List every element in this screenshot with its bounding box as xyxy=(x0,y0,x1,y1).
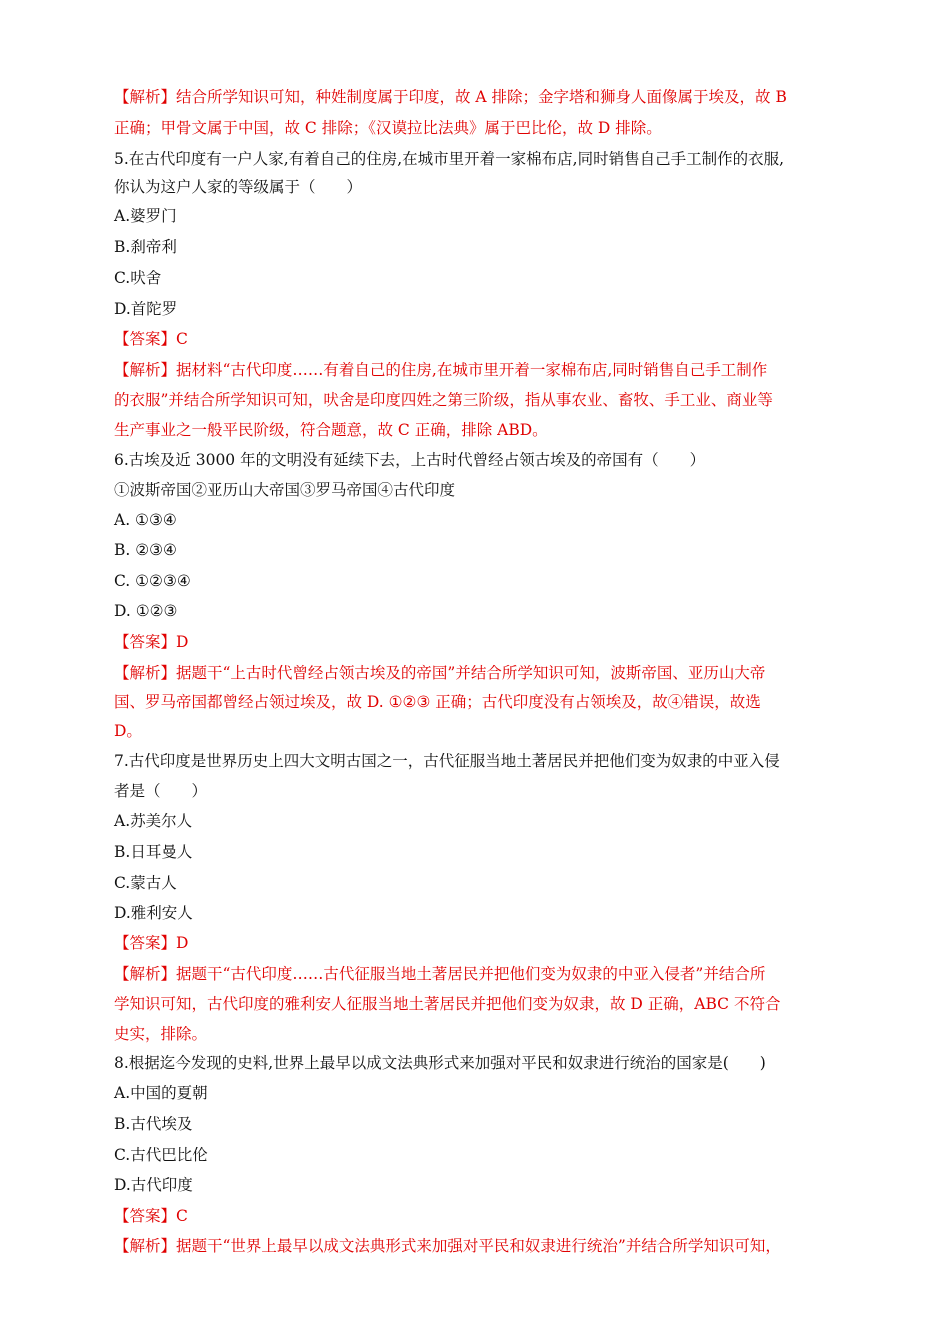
option-b: B.刹帝利 xyxy=(114,238,177,256)
option-d: D.古代印度 xyxy=(114,1176,193,1194)
answer-label: 【答案】C xyxy=(114,1207,188,1225)
question-stem-line: 5.在古代印度有一户人家,有着自己的住房,在城市里开着一家棉布店,同时销售自己手工制作的衣服, xyxy=(114,150,784,168)
question-stem-line: 6.古埃及近 3000 年的文明没有延续下去，上古时代曾经占领古埃及的帝国有（ ） xyxy=(114,451,706,469)
option-d: D.首陀罗 xyxy=(114,300,178,318)
analysis-line: 史实，排除。 xyxy=(114,1025,208,1043)
option-a: A.婆罗门 xyxy=(114,207,177,225)
option-d: D. ①②③ xyxy=(114,602,178,620)
question-stem-line: ①波斯帝国②亚历山大帝国③罗马帝国④古代印度 xyxy=(114,481,456,499)
analysis-line: 生产事业之一般平民阶级，符合题意，故 C 正确，排除 ABD。 xyxy=(114,421,548,439)
analysis-line: 【解析】结合所学知识可知，种姓制度属于印度，故 A 排除；金字塔和狮身人面像属于埃及，故 B xyxy=(114,88,787,106)
option-a: A.苏美尔人 xyxy=(114,812,193,830)
answer-label: 【答案】C xyxy=(114,330,188,348)
option-c: C. ①②③④ xyxy=(114,572,191,590)
analysis-line: 正确；甲骨文属于中国，故 C 排除；《汉谟拉比法典》属于巴比伦，故 D 排除。 xyxy=(114,119,662,137)
analysis-line: 【解析】据题干“世界上最早以成文法典形式来加强对平民和奴隶进行统治”并结合所学知识可知， xyxy=(114,1237,781,1255)
option-d: D.雅利安人 xyxy=(114,904,193,922)
analysis-line: 的衣服”并结合所学知识可知，吠舍是印度四姓之第三阶级，指从事农业、畜牧、手工业、商业等 xyxy=(114,391,773,409)
question-stem-line: 8.根据迄今发现的史料,世界上最早以成文法典形式来加强对平民和奴隶进行统治的国家是( ) xyxy=(114,1054,766,1072)
question-stem-line: 你认为这户人家的等级属于（ ） xyxy=(114,178,363,196)
option-c: C.蒙古人 xyxy=(114,874,177,892)
option-b: B.古代埃及 xyxy=(114,1115,193,1133)
analysis-line: 国、罗马帝国都曾经占领过埃及，故 D. ①②③ 正确；古代印度没有占领埃及，故④错误，故选 xyxy=(114,693,761,711)
analysis-line: 【解析】据题干“上古时代曾经占领古埃及的帝国”并结合所学知识可知，波斯帝国、亚历山大帝 xyxy=(114,664,766,682)
analysis-line: 【解析】据材料“古代印度……有着自己的住房,在城市里开着一家棉布店,同时销售自己手工制作 xyxy=(114,361,768,379)
option-b: B. ②③④ xyxy=(114,541,177,559)
analysis-line: 学知识可知，古代印度的雅利安人征服当地土著居民并把他们变为奴隶，故 D 正确，ABC 不符合 xyxy=(114,995,781,1013)
question-stem-line: 者是（ ） xyxy=(114,782,208,800)
question-stem-line: 7.古代印度是世界历史上四大文明古国之一，古代征服当地土著居民并把他们变为奴隶的中亚入侵 xyxy=(114,752,780,770)
analysis-line: 【解析】据题干“古代印度……古代征服当地土著居民并把他们变为奴隶的中亚入侵者”并结合所 xyxy=(114,965,766,983)
answer-label: 【答案】D xyxy=(114,633,189,651)
option-c: C.吠舍 xyxy=(114,269,162,287)
option-c: C.古代巴比伦 xyxy=(114,1146,208,1164)
option-a: A. ①③④ xyxy=(114,511,177,529)
answer-label: 【答案】D xyxy=(114,934,189,952)
analysis-line: D。 xyxy=(114,722,142,740)
option-a: A.中国的夏朝 xyxy=(114,1084,208,1102)
option-b: B.日耳曼人 xyxy=(114,843,193,861)
